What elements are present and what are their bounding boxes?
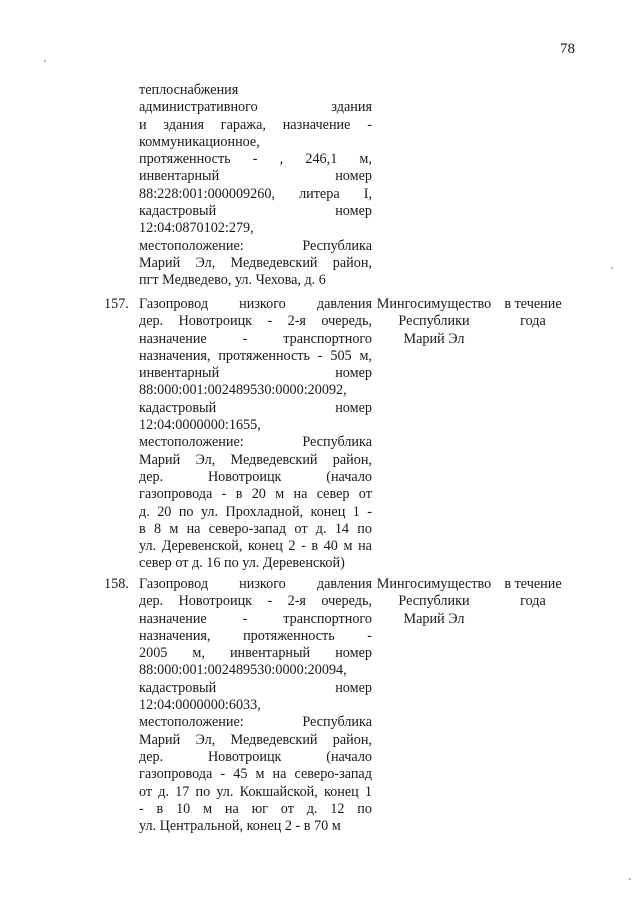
item-number: 158. — [104, 576, 129, 592]
description-line: Марий Эл, Медведевский район, — [139, 731, 372, 748]
description-line: инвентарный номер — [139, 365, 372, 382]
prev-item-description — [139, 82, 372, 290]
description-line: кадастровый номер — [139, 679, 372, 696]
description-line: - в 10 м на юг от д. 12 по — [139, 800, 372, 817]
item-description — [139, 576, 372, 835]
description-line: назначения, протяженность - 505 м, — [139, 347, 372, 364]
organization-line: Мингосимущество — [376, 576, 492, 592]
description-line: теплоснабжения — [139, 82, 239, 98]
organization-line: Марий Эл — [403, 330, 465, 347]
description-line: 88:228:001:000009260, литера I, — [139, 185, 372, 202]
organization-line: Мингосимущество — [376, 296, 492, 312]
description-line: кадастровый номер — [139, 203, 372, 220]
term-line: года — [520, 593, 546, 610]
description-line: дер. Новотроицк - 2-я очередь, — [139, 313, 372, 330]
description-line: Газопровод низкого давления — [139, 576, 372, 592]
description-line: местоположение: Республика — [139, 434, 372, 451]
description-line: газопровода - в 20 м на север от — [139, 486, 372, 503]
description-line: 12:04:0000000:6033, — [139, 697, 261, 714]
description-line: 12:04:0000000:1655, — [139, 417, 261, 434]
description-line: коммуникационное, — [139, 133, 260, 150]
description-line: от д. 17 по ул. Кокшайской, конец 1 — [139, 783, 372, 800]
description-line: ул. Деревенской, конец 2 - в 40 м на — [139, 538, 372, 555]
description-line: Марий Эл, Медведевский район, — [139, 254, 372, 271]
item-term — [498, 576, 568, 611]
description-line: назначение - транспортного — [139, 610, 372, 627]
description-line: 88:000:001:002489530:0000:20094, — [139, 662, 347, 679]
description-line: Марий Эл, Медведевский район, — [139, 451, 372, 468]
description-line: 88:000:001:002489530:0000:20092, — [139, 382, 347, 399]
item-organization — [372, 296, 496, 348]
description-line: дер. Новотроицк - 2-я очередь, — [139, 593, 372, 610]
description-line: Газопровод низкого давления — [139, 296, 372, 312]
item-organization — [372, 576, 496, 628]
description-line: в 8 м на северо-запад от д. 14 по — [139, 520, 372, 537]
item-term — [498, 296, 568, 331]
organization-line: Республики — [398, 313, 470, 330]
item-number: 157. — [104, 296, 129, 312]
description-line: пгт Медведево, ул. Чехова, д. 6 — [139, 272, 326, 289]
description-line: административного здания — [139, 99, 372, 116]
description-line: газопровода - 45 м на северо-запад — [139, 766, 372, 783]
description-line: север от д. 16 по ул. Деревенской) — [139, 555, 345, 572]
term-line: года — [520, 313, 546, 330]
scan-speck — [629, 878, 631, 880]
page-number: 78 — [560, 41, 575, 57]
scan-speck — [611, 267, 613, 269]
description-line: 12:04:0870102:279, — [139, 220, 254, 237]
description-line: д. 20 по ул. Прохладной, конец 1 - — [139, 503, 372, 520]
term-line: в течение — [504, 576, 562, 592]
description-line: 2005 м, инвентарный номер — [139, 645, 372, 662]
description-line: назначения, протяженность - — [139, 627, 372, 644]
item-description — [139, 296, 372, 573]
description-line: кадастровый номер — [139, 399, 372, 416]
organization-line: Республики — [398, 593, 470, 610]
scan-speck — [44, 60, 46, 62]
description-line: местоположение: Республика — [139, 714, 372, 731]
description-line: инвентарный номер — [139, 168, 372, 185]
description-line: дер. Новотроицк (начало — [139, 748, 372, 765]
description-line: и здания гаража, назначение - — [139, 116, 372, 133]
description-line: дер. Новотроицк (начало — [139, 468, 372, 485]
description-line: назначение - транспортного — [139, 330, 372, 347]
description-line: протяженность - , 246,1 м, — [139, 151, 372, 168]
description-line: местоположение: Республика — [139, 237, 372, 254]
description-line: ул. Центральной, конец 2 - в 70 м — [139, 818, 341, 835]
term-line: в течение — [504, 296, 562, 312]
organization-line: Марий Эл — [403, 610, 465, 627]
